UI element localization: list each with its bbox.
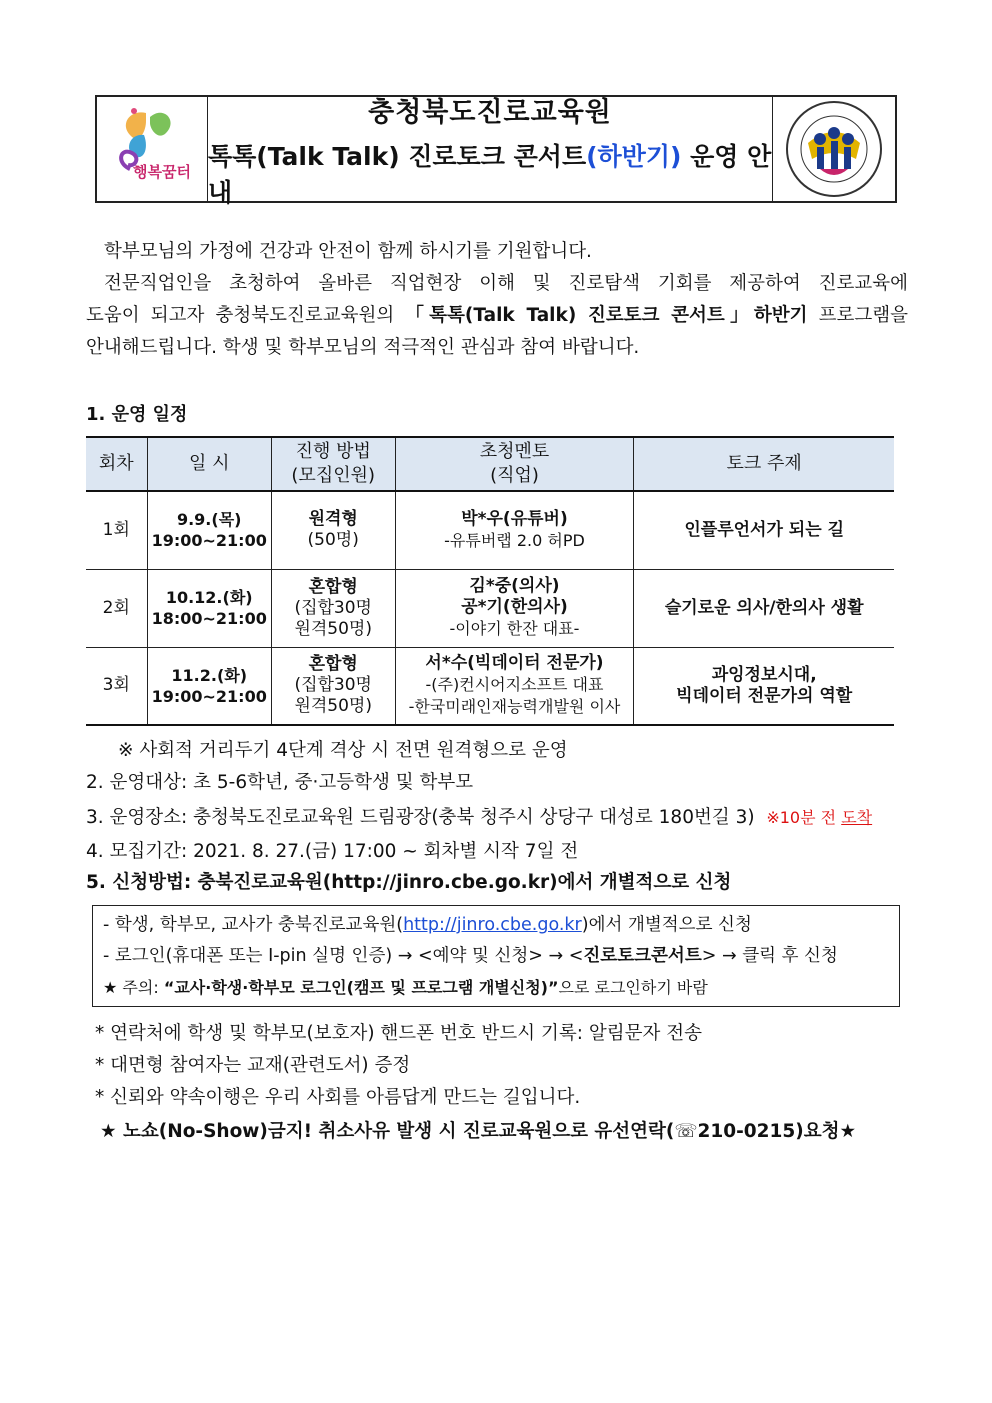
cell-date: 11.2.(화) [171,665,248,685]
cell-date: 10.12.(화) [165,588,253,607]
intro-line-3c: 프로그램을 [807,305,908,326]
cell-mentor [395,491,634,569]
instruction-line-2 [103,941,889,972]
cell-mentor-detail: -(주)컨시어지소프트 대표 [425,675,604,695]
instruction-line-3 [103,972,889,1003]
header-mentor-line2: (직업) [490,465,539,486]
section-1-title: 1. 운영 일정 [86,404,188,425]
intro-line-2: 전문직업인을 초청하여 올바른 직업현장 이해 및 진로탐색 기회를 제공하여 진로교육에 [104,273,908,294]
cell-method-type: 혼합형 [308,576,358,597]
cell-capacity-2: 원격50명) [294,696,372,717]
title-highlight: (하반기) [586,141,682,171]
cell-datetime [147,647,271,725]
organization-name: 충청북도진로교육원 [368,96,612,128]
arrival-note-emphasis: 도착 [841,808,873,827]
cell-mentor-detail: -이야기 한잔 대표- [449,619,580,638]
instruction-3-bold: “교사·학생·학부모 로그인(캠프 및 프로그램 개별신청)” [163,978,559,997]
table-row [86,647,894,725]
header-title-cell [208,96,772,207]
header-method [271,437,395,491]
cell-mentor [395,647,634,725]
cell-topic-line2: 빅데이터 전문가의 역할 [676,685,853,706]
title-main: 톡톡(Talk Talk) 진로토크 콘서트 [208,141,587,171]
cell-topic-line1: 과잉정보시대, [711,664,817,685]
header-mentor-line1: 초청멘토 [479,441,550,462]
table-row [86,569,894,647]
header-round: 회차 [86,437,147,491]
arrival-note [766,808,872,827]
cell-topic: 슬기로운 의사/한의사 생활 [634,569,894,647]
header-method-line2: (모집인원) [291,465,376,486]
jinro-site-link[interactable]: http://jinro.cbe.go.kr [403,915,582,935]
cell-mentor-detail: -유튜버랩 2.0 허PD [444,530,585,550]
cell-mentor-name: 김*중(의사) [469,576,560,596]
intro-line-3 [86,300,908,332]
intro-paragraph [86,236,908,364]
venue-text: 3. 운영장소: 충청북도진로교육원 드림광장(충북 청주시 상당구 대성로 180번길 3) [86,807,755,828]
instruction-3b: 으로 로그인하기 바람 [558,978,708,997]
header-topic: 토크 주제 [634,437,894,491]
note-contact: * 연락처에 학생 및 학부모(보호자) 핸드폰 번호 반드시 기록: 알림문자 전송 [95,1023,702,1044]
document-header [95,95,897,207]
cell-datetime [147,569,271,647]
schedule-table [86,436,894,726]
note-gift: * 대면형 참여자는 교재(관련도서) 증정 [95,1055,411,1076]
cell-round: 3회 [86,647,147,725]
cell-method-type: 혼합형 [308,654,358,675]
intro-line-3a: 도움이 되고자 충청북도진로교육원의 [86,305,406,326]
cell-method [271,491,395,569]
instruction-2a: - 로그인(휴대폰 또는 I-pin 실명 인증) → <예약 및 신청> → < [103,946,584,966]
instruction-2b: > → 클릭 후 신청 [701,946,838,966]
instruction-2-bold: 진로토크콘서트 [583,946,702,966]
cell-time: 18:00~21:00 [151,609,267,628]
recruitment-period: 4. 모집기간: 2021. 8. 27.(금) 17:00 ~ 회차별 시작 7일 전 [86,841,579,862]
title-suffix: 운영 안내 [208,141,772,207]
happy-dream-logo-icon [106,103,198,195]
note-trust: * 신뢰와 약속이행은 우리 사회를 아름답게 만드는 길입니다. [95,1087,581,1108]
logo-text: 행복꿈터 [133,163,191,181]
cell-mentor-name: 서*수(빅데이터 전문가) [425,653,604,674]
cell-time: 19:00~21:00 [151,686,267,706]
cell-time: 19:00~21:00 [151,531,267,551]
cell-topic [634,647,894,725]
cell-mentor-name: 박*우(유튜버) [461,508,568,529]
institute-seal-icon [784,99,884,199]
header-logo-cell [97,97,208,201]
header-seal-cell [772,97,895,201]
cell-round: 1회 [86,491,147,569]
cell-method [271,569,395,647]
intro-line-1: 학부모님의 가정에 건강과 안전이 함께 하시기를 기원합니다. [104,241,592,262]
cell-topic: 인플루언서가 되는 길 [634,491,894,569]
target-audience: 2. 운영대상: 초 5-6학년, 중·고등학생 및 학부모 [86,772,474,793]
cell-capacity: (집합30명 [294,675,372,696]
table-row [86,491,894,569]
instruction-3a: ★ 주의: [103,978,164,997]
application-method: 5. 신청방법: 충북진로교육원(http://jinro.cbe.go.kr)에서 개별적으로 신청 [86,872,732,893]
instruction-line-1 [103,910,889,941]
document-title [208,137,772,209]
instruction-1a: - 학생, 학부모, 교사가 충북진로교육원( [103,915,404,935]
cell-capacity-2: 원격50명) [294,618,372,639]
header-datetime: 일 시 [147,437,271,491]
cell-datetime [147,491,271,569]
no-show-notice: ★ 노쇼(No-Show)금지! 취소사유 발생 시 진로교육원으로 유선연락(☏210-0215)요청★ [100,1121,857,1142]
intro-line-4: 안내해드립니다. 학생 및 학부모님의 적극적인 관심과 참여 바랍니다. [86,337,640,358]
cell-date: 9.9.(목) [176,510,242,530]
cell-mentor [395,569,634,647]
header-method-line1: 진행 방법 [295,441,371,462]
application-instructions-box [92,905,900,1007]
cell-method [271,647,395,725]
cell-capacity: (집합30명 [294,597,372,618]
cell-round: 2회 [86,569,147,647]
cell-mentor-name-2: 공*기(한의사) [461,597,568,617]
header-mentor [395,437,634,491]
table-note: ※ 사회적 거리두기 4단계 격상 시 전면 원격형으로 운영 [118,740,568,761]
arrival-note-text: ※10분 전 [766,808,842,827]
program-name: 「톡톡(Talk Talk) 진로토크 콘서트」하반기 [405,305,808,326]
cell-mentor-detail-2: -한국미래인재능력개발원 이사 [408,697,621,717]
cell-capacity: (50명) [307,530,359,551]
venue [86,803,872,829]
cell-method-type: 원격형 [308,509,358,530]
instruction-1b: )에서 개별적으로 신청 [581,915,752,935]
table-header-row [86,437,894,491]
